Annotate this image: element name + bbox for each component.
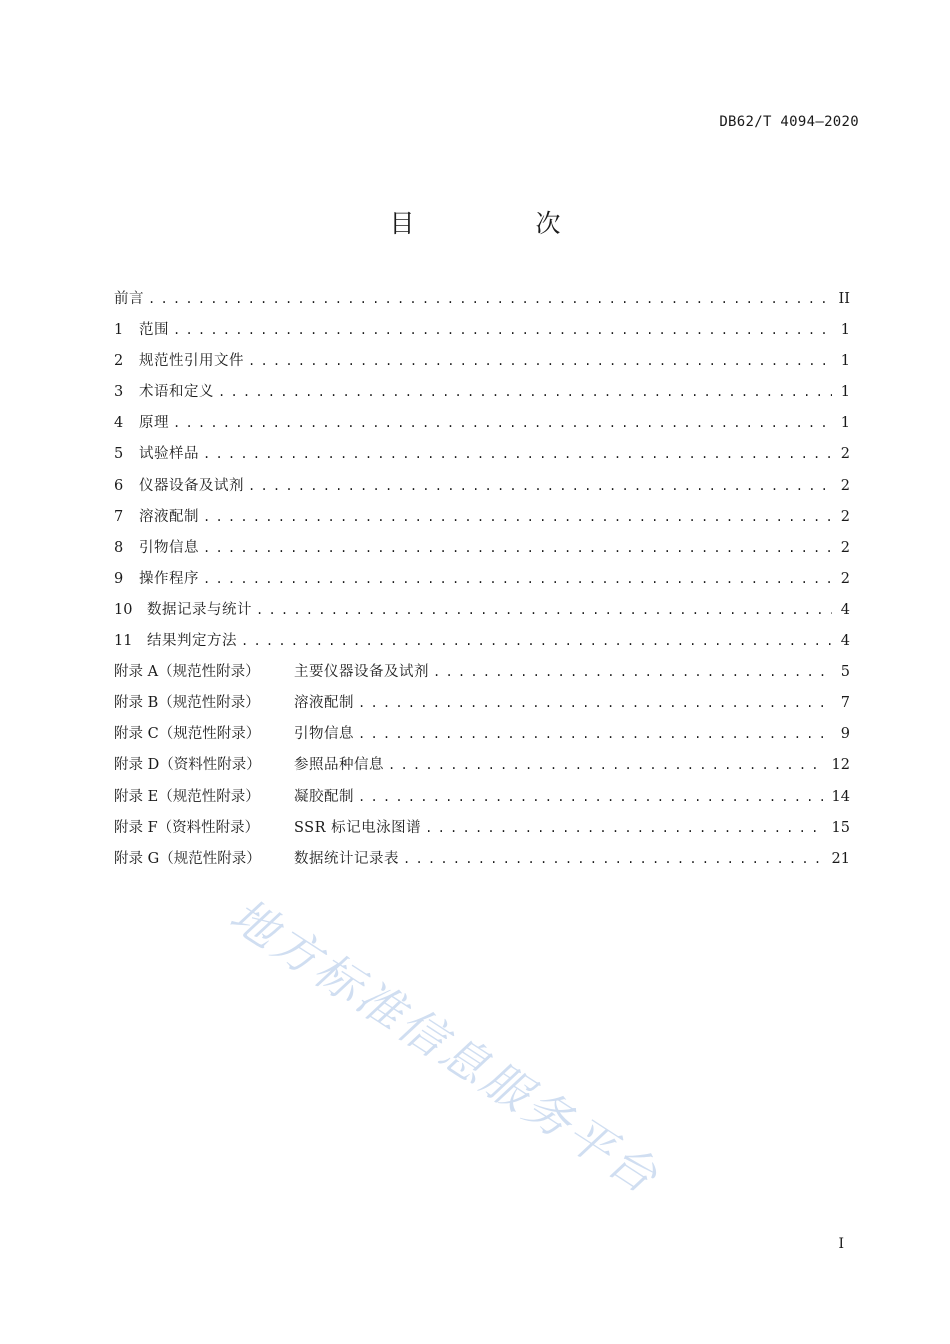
toc-entry-page: 4 [840,633,850,650]
toc-entry-number: 5 [114,446,124,463]
watermark: 地方标准信息服务平台 [220,887,670,1206]
toc-dot-leader [248,354,832,368]
standard-code: DB62/T 4094—2020 [719,114,859,130]
toc-title: 目 次 [389,209,609,238]
toc-entry[interactable] [114,380,850,411]
toc-entry-page: 4 [840,601,850,618]
toc-entry[interactable] [114,318,850,349]
toc-dot-leader [388,758,826,772]
toc-entry-label: 试验样品 [139,446,199,463]
toc-entry-page: 2 [840,570,850,587]
toc-dot-leader [425,821,825,835]
toc-entry-page: 21 [831,850,850,867]
toc-entry[interactable] [114,598,850,629]
toc-entry-label: 溶液配制 [139,508,199,525]
toc-entry-label: 范围 [139,322,169,339]
toc-entry[interactable] [114,474,850,505]
toc-dot-leader [256,603,832,617]
toc-dot-leader [358,727,832,741]
toc-entry-page: 1 [840,415,850,432]
toc-entry-number: 1 [114,322,124,339]
toc-entry[interactable] [114,816,850,847]
toc-entry-label: 数据统计记录表 [294,850,399,867]
toc-entry-number: 2 [114,353,124,370]
toc-entry[interactable] [114,411,850,442]
toc-entry-number: 附录 D（资料性附录） [114,757,261,774]
toc-dot-leader [173,323,832,337]
toc-entry-label: 主要仪器设备及试剂 [294,664,429,681]
toc-entry[interactable] [114,785,850,816]
toc-entry-label: 前言 [114,291,144,307]
toc-dot-leader [173,416,832,430]
toc-dot-leader [433,665,832,679]
toc-dot-leader [203,572,832,586]
toc-entry-number: 附录 F（资料性附录） [114,819,260,836]
toc-entry-page: 7 [840,695,850,712]
toc-entry-label: 操作程序 [139,570,199,587]
toc-entry-label: 参照品种信息 [294,757,384,774]
toc-entry[interactable] [114,847,850,878]
toc-entry[interactable] [114,287,850,318]
toc-entry-label: 规范性引用文件 [139,353,244,370]
toc-entry-label: 数据记录与统计 [147,601,252,618]
toc-entry-number: 4 [114,415,124,432]
toc-entry[interactable] [114,505,850,536]
toc-entry[interactable] [114,536,850,567]
toc-entry[interactable] [114,753,850,784]
toc-entry-page: 1 [840,353,850,370]
toc-entry-page: 1 [840,322,850,339]
toc-entry-number: 3 [114,384,124,401]
toc-dot-leader [203,541,832,555]
toc-entry[interactable] [114,691,850,722]
toc-entry[interactable] [114,629,850,660]
toc-entry-label: 原理 [139,415,169,432]
toc-entry-number: 7 [114,508,124,525]
toc-dot-leader [358,696,832,710]
toc-dot-leader [241,634,832,648]
toc-entry[interactable] [114,442,850,473]
toc-entry[interactable] [114,722,850,753]
table-of-contents [114,287,850,878]
toc-entry-page: 14 [831,788,850,805]
toc-entry[interactable] [114,567,850,598]
toc-dot-leader [203,510,832,524]
toc-entry-number: 附录 C（规范性附录） [114,726,261,743]
toc-entry[interactable] [114,349,850,380]
toc-entry-label: 术语和定义 [139,384,214,401]
toc-entry-page: 5 [840,664,850,681]
toc-entry-page: 12 [831,757,850,774]
toc-dot-leader [218,385,832,399]
toc-entry-number: 11 [114,633,133,650]
toc-entry-number: 附录 G（规范性附录） [114,850,261,867]
toc-entry-number: 附录 E（规范性附录） [114,788,260,805]
toc-entry-label: 凝胶配制 [294,788,354,805]
toc-entry-number: 附录 B（规范性附录） [114,695,260,712]
toc-entry-label: 引物信息 [139,539,199,556]
toc-entry-number: 6 [114,477,124,494]
toc-entry-number: 10 [114,601,133,618]
toc-entry-number: 8 [114,539,124,556]
toc-entry-page: 2 [840,446,850,463]
toc-dot-leader [203,447,832,461]
toc-dot-leader [358,790,826,804]
toc-entry-label: SSR 标记电泳图谱 [294,819,422,836]
toc-entry-label: 溶液配制 [294,695,354,712]
toc-entry-page: 2 [840,539,850,556]
page-number: I [838,1236,844,1252]
toc-entry-page: 9 [840,726,850,743]
toc-entry-page: 15 [831,819,850,836]
toc-entry-label: 仪器设备及试剂 [139,477,244,494]
toc-entry-page: 2 [840,508,850,525]
toc-entry-label: 引物信息 [294,726,354,743]
toc-entry-page: 2 [840,477,850,494]
toc-entry-number: 9 [114,570,124,587]
toc-entry-number: 附录 A（规范性附录） [114,664,260,681]
toc-dot-leader [248,479,832,493]
toc-dot-leader [148,292,832,306]
toc-entry[interactable] [114,660,850,691]
toc-entry-page: II [838,291,850,307]
toc-entry-page: 1 [840,384,850,401]
toc-entry-label: 结果判定方法 [147,633,237,650]
toc-dot-leader [403,852,826,866]
